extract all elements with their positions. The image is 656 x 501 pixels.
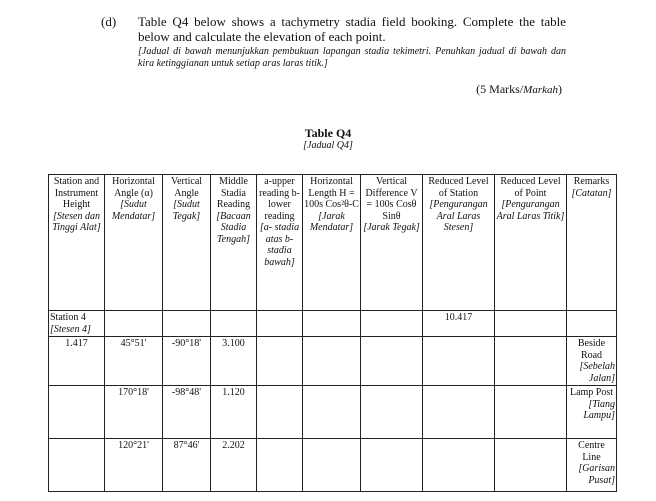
station-label: Station 4 xyxy=(50,312,86,323)
remark-cell xyxy=(567,386,617,439)
table-row xyxy=(49,386,617,439)
header-ms: [Jarak Tegak] xyxy=(363,222,420,233)
table-cell xyxy=(211,311,257,337)
table-cell xyxy=(257,386,303,439)
remark-cell xyxy=(567,337,617,386)
header-upper-lower xyxy=(257,175,303,311)
table-title: Table Q4 xyxy=(304,126,352,140)
header-horizontal-length xyxy=(303,175,361,311)
header-ms: [Pengurangan Aral Laras Titik] xyxy=(496,199,565,222)
header-en: Horizontal Angle (α) xyxy=(112,176,155,199)
table-cell xyxy=(303,337,361,386)
header-ms: [Pengurangan Aral Laras Stesen] xyxy=(429,199,488,233)
table-row xyxy=(49,337,617,386)
remark-cell xyxy=(567,439,617,492)
header-en: Middle Stadia Reading xyxy=(216,176,251,210)
question-label: (d) xyxy=(101,14,117,29)
table-subtitle: [Jadual Q4] xyxy=(303,140,353,151)
header-en: Station and Instrument Height xyxy=(53,176,100,210)
table-cell xyxy=(163,311,211,337)
horizontal-angle: 170°18' xyxy=(105,386,163,439)
table-cell xyxy=(257,439,303,492)
header-en: Reduced Level of Station xyxy=(428,176,489,199)
header-en: Reduced Level of Point xyxy=(500,176,561,199)
header-en: Remarks xyxy=(573,176,610,187)
table-cell xyxy=(303,386,361,439)
table-cell xyxy=(361,337,423,386)
vertical-angle: -90°18' xyxy=(163,337,211,386)
header-ms: [Stesen dan Tinggi Alat] xyxy=(52,210,101,233)
vertical-angle: -98°48' xyxy=(163,386,211,439)
header-en: a-upper reading b- lower reading xyxy=(259,176,300,222)
header-vertical-difference xyxy=(361,175,423,311)
station-row xyxy=(49,311,617,337)
header-rl-station xyxy=(423,175,495,311)
instrument-height: 1.417 xyxy=(49,337,105,386)
table-cell xyxy=(361,386,423,439)
table-cell xyxy=(361,311,423,337)
question-text: Table Q4 below shows a tachymetry stadia field booking. Complete the table below and calculate the elevation of each point. xyxy=(138,14,566,44)
horizontal-angle: 45°51' xyxy=(105,337,163,386)
header-ms: [Sudut Tegak] xyxy=(172,199,201,222)
header-en: Vertical Angle xyxy=(170,176,203,199)
table-cell xyxy=(303,311,361,337)
table-cell xyxy=(303,439,361,492)
remark-text: Centre Line xyxy=(578,440,605,463)
table-row xyxy=(49,439,617,492)
table-cell xyxy=(423,386,495,439)
header-ms: [a- stadia atas b- stadia bawah] xyxy=(259,222,300,268)
header-horizontal-angle xyxy=(105,175,163,311)
header-row xyxy=(49,175,617,311)
remark-text-ms: [Tiang Lampu] xyxy=(583,398,615,421)
marks-text: (5 Marks/ xyxy=(476,82,524,96)
table-cell xyxy=(423,337,495,386)
table-cell xyxy=(49,386,105,439)
remark-text-ms: [Sebelah Jalan] xyxy=(579,361,615,384)
middle-stadia: 2.202 xyxy=(211,439,257,492)
table-cell xyxy=(495,439,567,492)
station-reduced-level: 10.417 xyxy=(423,311,495,337)
horizontal-angle: 120°21' xyxy=(105,439,163,492)
table-cell xyxy=(361,439,423,492)
station-cell xyxy=(49,311,105,337)
question-translation: [Jadual di bawah menunjukkan pembukuan lapangan stadia tekimetri. Penuhkan jadual di bawah dan kira ketinggianan untuk setiap aras laras titik.] xyxy=(138,46,566,69)
remark-text-ms: [Garisan Pusat] xyxy=(578,463,615,486)
header-middle-stadia xyxy=(211,175,257,311)
header-station xyxy=(49,175,105,311)
middle-stadia: 1.120 xyxy=(211,386,257,439)
booking-table xyxy=(48,174,617,492)
table-cell xyxy=(495,386,567,439)
header-en: Vertical Difference V = 100s Cosθ Sinθ xyxy=(365,176,418,222)
header-rl-point xyxy=(495,175,567,311)
table-cell xyxy=(567,311,617,337)
header-en: Horizontal Length H = 100s Cos²θ-C xyxy=(304,176,359,210)
marks-close: ) xyxy=(558,82,562,96)
middle-stadia: 3.100 xyxy=(211,337,257,386)
table-cell xyxy=(105,311,163,337)
remark-text: Beside Road xyxy=(577,338,606,361)
header-ms: [Jarak Mendatar] xyxy=(309,210,354,233)
header-ms: [Bacaan Stadia Tengah] xyxy=(216,210,251,245)
header-remarks xyxy=(567,175,617,311)
table-cell xyxy=(257,311,303,337)
table-cell xyxy=(257,337,303,386)
marks-text-ms: Markah xyxy=(523,84,558,96)
table-cell xyxy=(423,439,495,492)
table-cell xyxy=(495,311,567,337)
vertical-angle: 87°46' xyxy=(163,439,211,492)
header-ms: [Catatan] xyxy=(571,187,612,199)
marks-label xyxy=(476,82,562,97)
header-vertical-angle xyxy=(163,175,211,311)
table-cell xyxy=(49,439,105,492)
header-ms: [Sudut Mendatar] xyxy=(111,199,156,222)
remark-text: Lamp Post xyxy=(569,387,614,398)
table-cell xyxy=(495,337,567,386)
station-label-ms: [Stesen 4] xyxy=(50,323,91,335)
